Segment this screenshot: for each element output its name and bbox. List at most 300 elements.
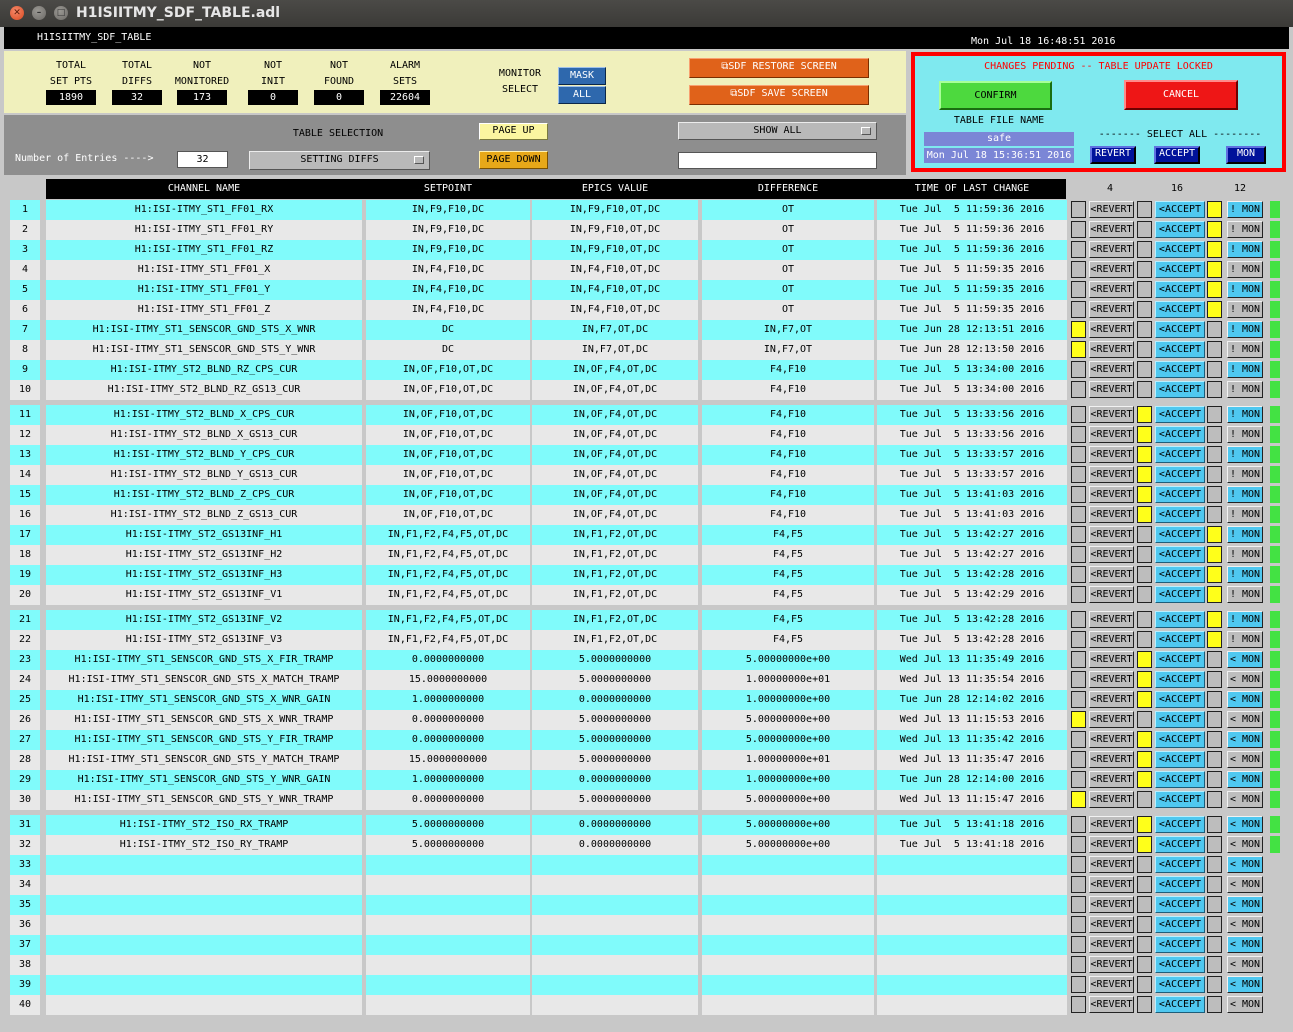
revert-select-box[interactable] (1071, 936, 1086, 953)
difference: F4,F10 (702, 380, 874, 400)
mon-button[interactable]: ! MON (1227, 406, 1263, 423)
accept-select-box[interactable] (1137, 446, 1152, 463)
accept-button[interactable]: <ACCEPT (1155, 406, 1205, 423)
revert-button[interactable]: <REVERT (1089, 771, 1134, 788)
row-number: 11 (10, 405, 40, 425)
accept-select-box[interactable] (1137, 651, 1152, 668)
mon-select-box[interactable] (1207, 506, 1222, 523)
revert-button[interactable]: <REVERT (1089, 201, 1134, 218)
difference (702, 995, 874, 1015)
mon-button[interactable]: ! MON (1227, 611, 1263, 628)
mon-select-box[interactable] (1207, 751, 1222, 768)
accept-button[interactable]: <ACCEPT (1155, 301, 1205, 318)
revert-select-box[interactable] (1071, 221, 1086, 238)
mon-button[interactable]: ! MON (1227, 201, 1263, 218)
epics-value: IN,OF,F4,OT,DC (532, 505, 698, 525)
accept-select-box[interactable] (1137, 896, 1152, 913)
revert-select-box[interactable] (1071, 631, 1086, 648)
mon-select-box[interactable] (1207, 976, 1222, 993)
row-number: 37 (10, 935, 40, 955)
revert-button[interactable]: <REVERT (1089, 691, 1134, 708)
mon-select-box[interactable] (1207, 426, 1222, 443)
revert-select-box[interactable] (1071, 691, 1086, 708)
time-of-last-change: Tue Jul 5 13:33:56 2016 (877, 425, 1067, 445)
all-button[interactable]: ALL (558, 86, 606, 104)
stat-5 (376, 58, 434, 90)
mon-select-box[interactable] (1207, 711, 1222, 728)
mon-button[interactable]: < MON (1227, 916, 1263, 933)
mon-button[interactable]: < MON (1227, 691, 1263, 708)
revert-select-box[interactable] (1071, 651, 1086, 668)
accept-button[interactable]: <ACCEPT (1155, 876, 1205, 893)
mon-select-box[interactable] (1207, 526, 1222, 543)
accept-select-box[interactable] (1137, 876, 1152, 893)
accept-select-box[interactable] (1137, 731, 1152, 748)
accept-button[interactable]: <ACCEPT (1155, 671, 1205, 688)
revert-button[interactable]: <REVERT (1089, 611, 1134, 628)
monitor-status-indicator (1270, 426, 1280, 443)
accept-select-box[interactable] (1137, 611, 1152, 628)
mon-select-box[interactable] (1207, 361, 1222, 378)
revert-select-box[interactable] (1071, 201, 1086, 218)
mon-select-box[interactable] (1207, 241, 1222, 258)
mon-select-box[interactable] (1207, 586, 1222, 603)
difference: OT (702, 300, 874, 320)
mon-button[interactable]: ! MON (1227, 486, 1263, 503)
time-of-last-change (877, 995, 1067, 1015)
revert-select-box[interactable] (1071, 301, 1086, 318)
mon-select-box[interactable] (1207, 546, 1222, 563)
accept-select-box[interactable] (1137, 281, 1152, 298)
mon-select-box[interactable] (1207, 631, 1222, 648)
revert-select-box[interactable] (1071, 976, 1086, 993)
revert-button[interactable]: <REVERT (1089, 546, 1134, 563)
mon-button[interactable]: ! MON (1227, 446, 1263, 463)
mon-select-box[interactable] (1207, 791, 1222, 808)
accept-button[interactable]: <ACCEPT (1155, 816, 1205, 833)
sdf-save-screen-button[interactable] (689, 85, 869, 105)
mon-select-box[interactable] (1207, 446, 1222, 463)
accept-select-box[interactable] (1137, 201, 1152, 218)
accept-select-box[interactable] (1137, 751, 1152, 768)
mon-button[interactable]: ! MON (1227, 321, 1263, 338)
mon-button[interactable]: < MON (1227, 896, 1263, 913)
mon-select-box[interactable] (1207, 341, 1222, 358)
accept-select-box[interactable] (1137, 566, 1152, 583)
accept-select-box[interactable] (1137, 816, 1152, 833)
channel-name: H1:ISI-ITMY_ST2_BLND_RZ_CPS_CUR (46, 360, 362, 380)
mon-button[interactable]: < MON (1227, 856, 1263, 873)
mon-button[interactable]: < MON (1227, 731, 1263, 748)
accept-select-box[interactable] (1137, 791, 1152, 808)
revert-select-box[interactable] (1071, 751, 1086, 768)
revert-button[interactable]: <REVERT (1089, 321, 1134, 338)
mon-select-box[interactable] (1207, 876, 1222, 893)
mon-select-box[interactable] (1207, 956, 1222, 973)
channel-name: H1:ISI-ITMY_ST1_SENSCOR_GND_STS_X_WNR_GAIN (46, 690, 362, 710)
mon-select-box[interactable] (1207, 321, 1222, 338)
epics-value: IN,F4,F10,OT,DC (532, 300, 698, 320)
mon-select-box[interactable] (1207, 936, 1222, 953)
mon-select-box[interactable] (1207, 771, 1222, 788)
accept-select-box[interactable] (1137, 671, 1152, 688)
accept-button[interactable]: <ACCEPT (1155, 221, 1205, 238)
revert-button[interactable]: <REVERT (1089, 976, 1134, 993)
revert-select-box[interactable] (1071, 261, 1086, 278)
epics-value: 5.0000000000 (532, 710, 698, 730)
mon-select-box[interactable] (1207, 916, 1222, 933)
accept-select-box[interactable] (1137, 691, 1152, 708)
mon-button[interactable]: ! MON (1227, 361, 1263, 378)
revert-button[interactable]: <REVERT (1089, 261, 1134, 278)
accept-select-box[interactable] (1137, 956, 1152, 973)
mon-select-box[interactable] (1207, 261, 1222, 278)
accept-select-box[interactable] (1137, 836, 1152, 853)
mon-select-box[interactable] (1207, 466, 1222, 483)
accept-select-box[interactable] (1137, 486, 1152, 503)
accept-select-box[interactable] (1137, 261, 1152, 278)
page-down-button[interactable]: PAGE DOWN (479, 151, 548, 169)
mon-select-box[interactable] (1207, 856, 1222, 873)
restore-label: SDF RESTORE SCREEN (728, 61, 837, 72)
mon-button[interactable]: ! MON (1227, 341, 1263, 358)
revert-button[interactable]: <REVERT (1089, 856, 1134, 873)
mon-select-box[interactable] (1207, 301, 1222, 318)
mon-button[interactable]: ! MON (1227, 586, 1263, 603)
revert-button[interactable]: <REVERT (1089, 241, 1134, 258)
monitor-status-indicator (1270, 631, 1280, 648)
mon-button[interactable]: ! MON (1227, 426, 1263, 443)
setpoint: IN,OF,F10,OT,DC (366, 380, 530, 400)
revert-select-box[interactable] (1071, 731, 1086, 748)
mon-button[interactable]: < MON (1227, 771, 1263, 788)
revert-select-box[interactable] (1071, 876, 1086, 893)
mon-select-box[interactable] (1207, 281, 1222, 298)
accept-button[interactable]: <ACCEPT (1155, 321, 1205, 338)
accept-select-box[interactable] (1137, 341, 1152, 358)
mon-button[interactable]: ! MON (1227, 221, 1263, 238)
table-row (10, 200, 1069, 220)
mon-select-box[interactable] (1207, 406, 1222, 423)
revert-button[interactable]: <REVERT (1089, 956, 1134, 973)
revert-button[interactable]: <REVERT (1089, 631, 1134, 648)
mon-button[interactable]: < MON (1227, 976, 1263, 993)
mon-button[interactable]: ! MON (1227, 281, 1263, 298)
accept-button[interactable]: <ACCEPT (1155, 896, 1205, 913)
revert-button[interactable]: <REVERT (1089, 526, 1134, 543)
revert-button[interactable]: <REVERT (1089, 731, 1134, 748)
revert-button[interactable]: <REVERT (1089, 816, 1134, 833)
mon-button[interactable]: ! MON (1227, 466, 1263, 483)
accept-button[interactable]: <ACCEPT (1155, 381, 1205, 398)
setpoint (366, 955, 530, 975)
time-of-last-change (877, 895, 1067, 915)
monitor-status-indicator (1270, 731, 1280, 748)
mon-button[interactable]: < MON (1227, 996, 1263, 1013)
revert-button[interactable]: <REVERT (1089, 791, 1134, 808)
row-number: 22 (10, 630, 40, 650)
sdf-restore-screen-button[interactable] (689, 58, 869, 78)
accept-button[interactable]: <ACCEPT (1155, 916, 1205, 933)
setpoint (366, 935, 530, 955)
mon-select-box[interactable] (1207, 671, 1222, 688)
mask-button[interactable]: MASK (558, 67, 606, 85)
revert-select-box[interactable] (1071, 446, 1086, 463)
mon-button[interactable]: < MON (1227, 816, 1263, 833)
revert-select-box[interactable] (1071, 771, 1086, 788)
accept-select-box[interactable] (1137, 321, 1152, 338)
accept-select-box[interactable] (1137, 426, 1152, 443)
minimize-icon[interactable]: – (32, 6, 46, 20)
mon-select-box[interactable] (1207, 381, 1222, 398)
revert-select-box[interactable] (1071, 406, 1086, 423)
accept-select-box[interactable] (1137, 996, 1152, 1013)
revert-button[interactable]: <REVERT (1089, 466, 1134, 483)
monitor-status-indicator (1270, 791, 1280, 808)
revert-button[interactable]: <REVERT (1089, 426, 1134, 443)
mon-select-box[interactable] (1207, 731, 1222, 748)
epics-value (532, 975, 698, 995)
accept-button[interactable]: <ACCEPT (1155, 791, 1205, 808)
mon-button[interactable]: < MON (1227, 671, 1263, 688)
time-of-last-change: Tue Jul 5 13:41:03 2016 (877, 505, 1067, 525)
revert-button[interactable]: <REVERT (1089, 361, 1134, 378)
accept-select-box[interactable] (1137, 586, 1152, 603)
revert-button[interactable]: <REVERT (1089, 381, 1134, 398)
accept-select-box[interactable] (1137, 381, 1152, 398)
cancel-button[interactable]: CANCEL (1124, 80, 1238, 110)
revert-button[interactable]: <REVERT (1089, 586, 1134, 603)
revert-select-box[interactable] (1071, 996, 1086, 1013)
revert-button[interactable]: <REVERT (1089, 896, 1134, 913)
accept-select-box[interactable] (1137, 406, 1152, 423)
revert-button[interactable]: <REVERT (1089, 341, 1134, 358)
revert-button[interactable]: <REVERT (1089, 671, 1134, 688)
channel-name (46, 855, 362, 875)
mon-select-box[interactable] (1207, 996, 1222, 1013)
revert-select-box[interactable] (1071, 361, 1086, 378)
maximize-icon[interactable]: □ (54, 6, 68, 20)
epics-value (532, 875, 698, 895)
mon-button[interactable]: < MON (1227, 791, 1263, 808)
mon-button[interactable]: ! MON (1227, 631, 1263, 648)
revert-select-box[interactable] (1071, 321, 1086, 338)
revert-button[interactable]: <REVERT (1089, 221, 1134, 238)
accept-select-box[interactable] (1137, 361, 1152, 378)
mon-button[interactable]: < MON (1227, 651, 1263, 668)
revert-select-box[interactable] (1071, 586, 1086, 603)
accept-button[interactable]: <ACCEPT (1155, 201, 1205, 218)
revert-select-box[interactable] (1071, 611, 1086, 628)
accept-button[interactable]: <ACCEPT (1155, 526, 1205, 543)
mon-button[interactable]: < MON (1227, 876, 1263, 893)
mon-button[interactable]: < MON (1227, 956, 1263, 973)
mon-button[interactable]: ! MON (1227, 526, 1263, 543)
mon-select-box[interactable] (1207, 836, 1222, 853)
monitor-status-indicator (1270, 711, 1280, 728)
accept-button[interactable]: <ACCEPT (1155, 976, 1205, 993)
mon-select-box[interactable] (1207, 816, 1222, 833)
revert-button[interactable]: <REVERT (1089, 751, 1134, 768)
accept-button[interactable]: <ACCEPT (1155, 586, 1205, 603)
revert-button[interactable]: <REVERT (1089, 506, 1134, 523)
accept-select-box[interactable] (1137, 221, 1152, 238)
revert-button[interactable]: <REVERT (1089, 281, 1134, 298)
revert-select-box[interactable] (1071, 566, 1086, 583)
revert-select-box[interactable] (1071, 526, 1086, 543)
table-file-name-value: safe (924, 132, 1074, 146)
filter-input[interactable] (678, 152, 877, 169)
revert-select-box[interactable] (1071, 241, 1086, 258)
accept-button[interactable]: <ACCEPT (1155, 956, 1205, 973)
accept-button[interactable]: <ACCEPT (1155, 771, 1205, 788)
revert-select-box[interactable] (1071, 381, 1086, 398)
accept-select-box[interactable] (1137, 771, 1152, 788)
revert-select-box[interactable] (1071, 426, 1086, 443)
accept-select-box[interactable] (1137, 976, 1152, 993)
accept-button[interactable]: <ACCEPT (1155, 631, 1205, 648)
accept-button[interactable]: <ACCEPT (1155, 996, 1205, 1013)
revert-all-button[interactable]: REVERT (1090, 146, 1136, 164)
mon-select-box[interactable] (1207, 201, 1222, 218)
monitor-status-indicator (1270, 281, 1280, 298)
revert-select-box[interactable] (1071, 671, 1086, 688)
revert-select-box[interactable] (1071, 506, 1086, 523)
accept-select-box[interactable] (1137, 916, 1152, 933)
col-setpoint: SETPOINT (423, 183, 473, 194)
page-up-button[interactable]: PAGE UP (479, 123, 548, 140)
revert-button[interactable]: <REVERT (1089, 916, 1134, 933)
col-difference: DIFFERENCE (757, 183, 819, 194)
accept-button[interactable]: <ACCEPT (1155, 611, 1205, 628)
revert-select-box[interactable] (1071, 711, 1086, 728)
mon-select-box[interactable] (1207, 691, 1222, 708)
accept-button[interactable]: <ACCEPT (1155, 711, 1205, 728)
accept-all-button[interactable]: ACCEPT (1154, 146, 1200, 164)
mon-button[interactable]: < MON (1227, 936, 1263, 953)
accept-select-box[interactable] (1137, 711, 1152, 728)
stat-value: 32 (112, 90, 162, 105)
mon-button[interactable]: < MON (1227, 751, 1263, 768)
time-of-last-change: Tue Jul 5 13:42:28 2016 (877, 610, 1067, 630)
revert-select-box[interactable] (1071, 486, 1086, 503)
show-all-menu[interactable] (678, 122, 877, 140)
accept-select-box[interactable] (1137, 466, 1152, 483)
row-number: 35 (10, 895, 40, 915)
accept-select-box[interactable] (1137, 506, 1152, 523)
accept-button[interactable]: <ACCEPT (1155, 361, 1205, 378)
mon-button[interactable]: ! MON (1227, 546, 1263, 563)
mon-select-box[interactable] (1207, 651, 1222, 668)
revert-select-box[interactable] (1071, 896, 1086, 913)
setpoint: 15.0000000000 (366, 670, 530, 690)
accept-button[interactable]: <ACCEPT (1155, 691, 1205, 708)
revert-button[interactable]: <REVERT (1089, 876, 1134, 893)
accept-button[interactable]: <ACCEPT (1155, 486, 1205, 503)
revert-button[interactable]: <REVERT (1089, 446, 1134, 463)
mon-select-box[interactable] (1207, 486, 1222, 503)
revert-select-box[interactable] (1071, 281, 1086, 298)
revert-button[interactable]: <REVERT (1089, 711, 1134, 728)
accept-button[interactable]: <ACCEPT (1155, 731, 1205, 748)
accept-button[interactable]: <ACCEPT (1155, 936, 1205, 953)
accept-select-box[interactable] (1137, 546, 1152, 563)
mon-select-box[interactable] (1207, 566, 1222, 583)
mon-button[interactable]: ! MON (1227, 566, 1263, 583)
time-of-last-change: Tue Jul 5 11:59:35 2016 (877, 300, 1067, 320)
accept-button[interactable]: <ACCEPT (1155, 466, 1205, 483)
revert-select-box[interactable] (1071, 856, 1086, 873)
mon-all-button[interactable]: MON (1226, 146, 1266, 164)
accept-button[interactable]: <ACCEPT (1155, 506, 1205, 523)
revert-button[interactable]: <REVERT (1089, 936, 1134, 953)
confirm-button[interactable]: CONFIRM (939, 81, 1052, 110)
stat-value: 0 (314, 90, 364, 105)
accept-button[interactable]: <ACCEPT (1155, 751, 1205, 768)
mon-select-box[interactable] (1207, 611, 1222, 628)
mon-button[interactable]: < MON (1227, 711, 1263, 728)
revert-button[interactable]: <REVERT (1089, 301, 1134, 318)
stat-label-2: SETS (392, 76, 418, 87)
accept-button[interactable]: <ACCEPT (1155, 566, 1205, 583)
accept-button[interactable]: <ACCEPT (1155, 426, 1205, 443)
accept-button[interactable]: <ACCEPT (1155, 281, 1205, 298)
difference: F4,F10 (702, 360, 874, 380)
revert-button[interactable]: <REVERT (1089, 651, 1134, 668)
revert-select-box[interactable] (1071, 546, 1086, 563)
revert-select-box[interactable] (1071, 816, 1086, 833)
mon-button[interactable]: ! MON (1227, 301, 1263, 318)
accept-button[interactable]: <ACCEPT (1155, 241, 1205, 258)
accept-select-box[interactable] (1137, 631, 1152, 648)
revert-button[interactable]: <REVERT (1089, 996, 1134, 1013)
revert-select-box[interactable] (1071, 916, 1086, 933)
accept-button[interactable]: <ACCEPT (1155, 446, 1205, 463)
accept-button[interactable]: <ACCEPT (1155, 856, 1205, 873)
revert-button[interactable]: <REVERT (1089, 406, 1134, 423)
accept-select-box[interactable] (1137, 936, 1152, 953)
revert-select-box[interactable] (1071, 341, 1086, 358)
revert-button[interactable]: <REVERT (1089, 486, 1134, 503)
difference: 5.00000000e+00 (702, 650, 874, 670)
accept-button[interactable]: <ACCEPT (1155, 651, 1205, 668)
mon-button[interactable]: ! MON (1227, 241, 1263, 258)
accept-select-box[interactable] (1137, 856, 1152, 873)
accept-select-box[interactable] (1137, 301, 1152, 318)
accept-button[interactable]: <ACCEPT (1155, 546, 1205, 563)
mon-button[interactable]: ! MON (1227, 261, 1263, 278)
mon-button[interactable]: ! MON (1227, 381, 1263, 398)
revert-select-box[interactable] (1071, 836, 1086, 853)
table-selection-menu[interactable] (249, 151, 430, 170)
mon-button[interactable]: ! MON (1227, 506, 1263, 523)
accept-button[interactable]: <ACCEPT (1155, 261, 1205, 278)
revert-button[interactable]: <REVERT (1089, 566, 1134, 583)
revert-button[interactable]: <REVERT (1089, 836, 1134, 853)
close-icon[interactable]: ✕ (10, 6, 24, 20)
revert-select-box[interactable] (1071, 466, 1086, 483)
mon-select-box[interactable] (1207, 896, 1222, 913)
mon-select-box[interactable] (1207, 221, 1222, 238)
revert-select-box[interactable] (1071, 956, 1086, 973)
accept-button[interactable]: <ACCEPT (1155, 341, 1205, 358)
accept-select-box[interactable] (1137, 241, 1152, 258)
mon-button[interactable]: < MON (1227, 836, 1263, 853)
revert-select-box[interactable] (1071, 791, 1086, 808)
accept-select-box[interactable] (1137, 526, 1152, 543)
accept-button[interactable]: <ACCEPT (1155, 836, 1205, 853)
setpoint: IN,F4,F10,DC (366, 260, 530, 280)
